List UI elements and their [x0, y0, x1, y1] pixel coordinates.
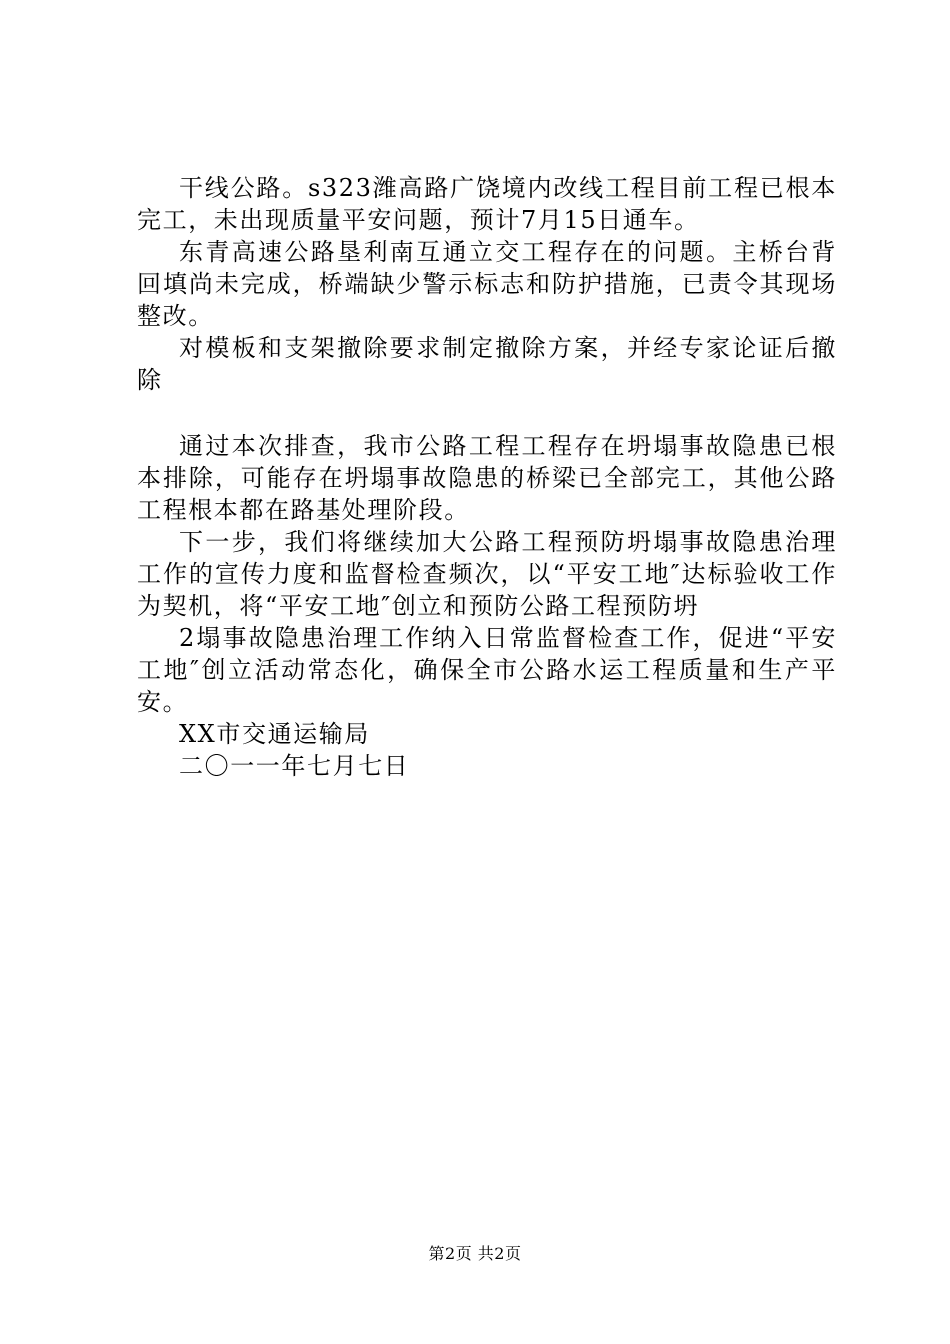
page-number-footer: 第2页 共2页 [428, 1244, 522, 1263]
paragraph-inspection-result: 通过本次排查，我市公路工程工程存在坍塌事故隐患已根本排除，可能存在坍塌事故隐患的桥梁已全部完工，其他公路工程根本都在路基处理阶段。 [137, 432, 837, 524]
signature-date: 二〇一一年七月七日 [179, 752, 410, 780]
paragraph-highway-s323: 干线公路。s323潍高路广饶境内改线工程目前工程已根本完工，未出现质量平安问题，预计7月15日通车。 [137, 174, 837, 234]
paragraph-gap [137, 396, 837, 430]
paragraph-daily-supervision: 2塌事故隐患治理工作纳入日常监督检查工作，促进“平安工地″创立活动常态化，确保全市公路水运工程质量和生产平安。 [137, 624, 837, 716]
paragraph-next-steps: 下一步，我们将继续加大公路工程预防坍塌事故隐患治理工作的宣传力度和监督检查频次，以“平安工地″达标验收工作为契机，将“平安工地″创立和预防公路工程预防坍 [137, 528, 837, 620]
paragraph-formwork-removal: 对模板和支架撤除要求制定撤除方案，并经专家论证后撤除 [137, 334, 837, 394]
document-body [137, 172, 837, 782]
signature-organization: XX市交通运输局 [179, 720, 370, 748]
paragraph-dongqing-interchange: 东青高速公路垦利南互通立交工程存在的问题。主桥台背回填尚未完成，桥端缺少警示标志和防护措施，已责令其现场整改。 [137, 238, 837, 330]
